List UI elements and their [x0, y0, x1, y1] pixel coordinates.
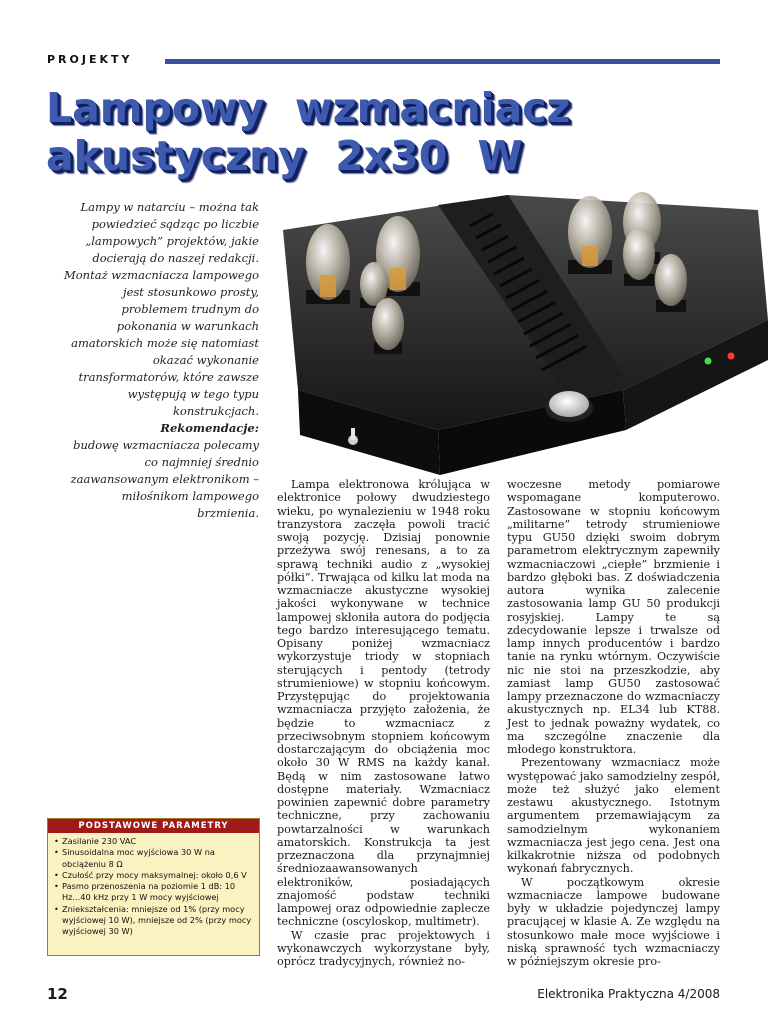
article-title: [46, 84, 570, 180]
title-line-1: Lampowy wzmacniacz: [46, 84, 571, 132]
parameter-item: • Pasmo przenoszenia na poziomie 1 dB: 10 Hz...40 kHz przy 1 W mocy wyjściowej: [57, 881, 255, 904]
recommendation-label: Rekomendacje:: [160, 421, 259, 435]
lead-paragraph: [60, 199, 259, 522]
body-column-2: [507, 478, 720, 968]
parameter-item: • Sinusoidalna moc wyjściowa 30 W na obciążeniu 8 Ω: [57, 847, 255, 870]
parameter-item: • Zasilanie 230 VAC: [57, 836, 255, 847]
recommendation-text: budowę wzmacniacza polecamy co najmniej średnio zaawansowanym elektronikom – miłośnikom lampowego brzmienia.: [70, 438, 259, 520]
title-line-2: akustyczny 2x30 W: [46, 132, 523, 180]
section-label: PROJEKTY: [47, 53, 133, 66]
lead-text: Lampy w natarciu – można tak powiedzieć sądząc po liczbie „lampowych” projektów, jakie docierają do naszej redakcji. Montaż wzmacniacza lampowego jest stosunkowo prosty, problemem trudnym do pokonania w warunkach amatorskich może się natomiast okazać wykonanie transformatorów, które zawsze występują w tego typu konstrukcjach.: [63, 200, 259, 418]
body-column-1: [277, 478, 490, 968]
magazine-footer: Elektronika Praktyczna 4/2008: [537, 987, 720, 1001]
body-paragraph: W początkowym okresie wzmacniacze lampowe budowane były w układzie pojedynczej lampy pracującej w klasie A. Ze względu na stosunkowo małe moce wyjściowe i niską sprawność tych wzmacniaczy w późniejszym okresie pro-: [507, 875, 720, 968]
parameter-item: • Zniekształcenia: mniejsze od 1% (przy mocy wyjściowej 10 W), mniejsze od 2% (przy mocy wyjściowej 30 W): [57, 904, 255, 938]
parameter-item: • Czułość przy mocy maksymalnej: około 0,6 V: [57, 870, 255, 881]
parameters-heading: PODSTAWOWE PARAMETRY: [48, 819, 259, 833]
page-number: 12: [47, 985, 68, 1003]
parameters-box: [47, 818, 260, 956]
section-rule: [165, 59, 720, 64]
amplifier-photo: [278, 190, 768, 475]
parameters-list: [48, 836, 259, 938]
body-paragraph: Prezentowany wzmacniacz może występować jako samodzielny zespół, może też służyć jako element zestawu akustycznego. Istotnym argumentem przemawiającym za samodzielnym wykonaniem wzmacniacza jest jego cena. Jest ona kilkakrotnie niższa od podobnych wykonań fabrycznych.: [507, 756, 720, 876]
body-paragraph: woczesne metody pomiarowe wspomagane komputerowo. Zastosowane w stopniu końcowym „militarne” tetrody strumieniowe typu GU50 dzięki swoim dobrym parametrom elektrycznym zapewniły wzmacniaczowi „ciepłe” brzmienie i bardzo głęboki bas. Z doświadczenia autora wynika zalecenie zastosowania lamp GU 50 produkcji rosyjskiej. Lampy te są zdecydowanie lepsze i trwalsze od lamp innych producentów i bardzo tanie na rynku wtórnym. Oczywiście nic nie stoi na przeszkodzie, aby zamiast lamp GU50 zastosować lampy przeznaczone do wzmacniaczy akustycznych np. EL34 lub KT88. Jest to jednak poważny wydatek, co ma szczególne znaczenie dla młodego konstruktora.: [507, 478, 720, 756]
body-paragraph: Lampa elektronowa królująca w elektronice połowy dwudziestego wieku, po wynalezieniu w 1948 roku tranzystora zaczęła powoli tracić swoją pozycję. Dzisiaj ponownie przeżywa swój renesans, a to za sprawą techniki audio z „wysokiej półki”. Trwająca od kilku lat moda na wzmacniacze akustyczne wysokiej jakości wykonywane w technice lampowej skłoniła autora do podjęcia tego bardzo interesującego tematu. Opisany poniżej wzmacniacz wykorzystuje triody w stopniach sterujących i pentody (tetrody strumieniowe) w stopniu końcowym. Przystępując do projektowania wzmacniacza przyjęto założenia, że będzie to wzmacniacz z przeciwsobnym stopniem końcowym dostarczającym do obciążenia moc około 30 W RMS na każdy kanał. Będą w nim zastosowane łatwo dostępne materiały. Wzmacniacz powinien zapewnić dobre parametry techniczne, przy zachowaniu powtarzalności w warunkach amatorskich. Konstrukcja ta jest przeznaczona dla przynajmniej średniozaawansowanych elektroników, posiadających znajomość podstaw techniki lampowej oraz odpowiednie zaplecze techniczne (oscyloskop, multimetr).: [277, 478, 490, 929]
body-paragraph: W czasie prac projektowych i wykonawczych wykorzystane były, oprócz tradycyjnych, również no-: [277, 928, 490, 968]
